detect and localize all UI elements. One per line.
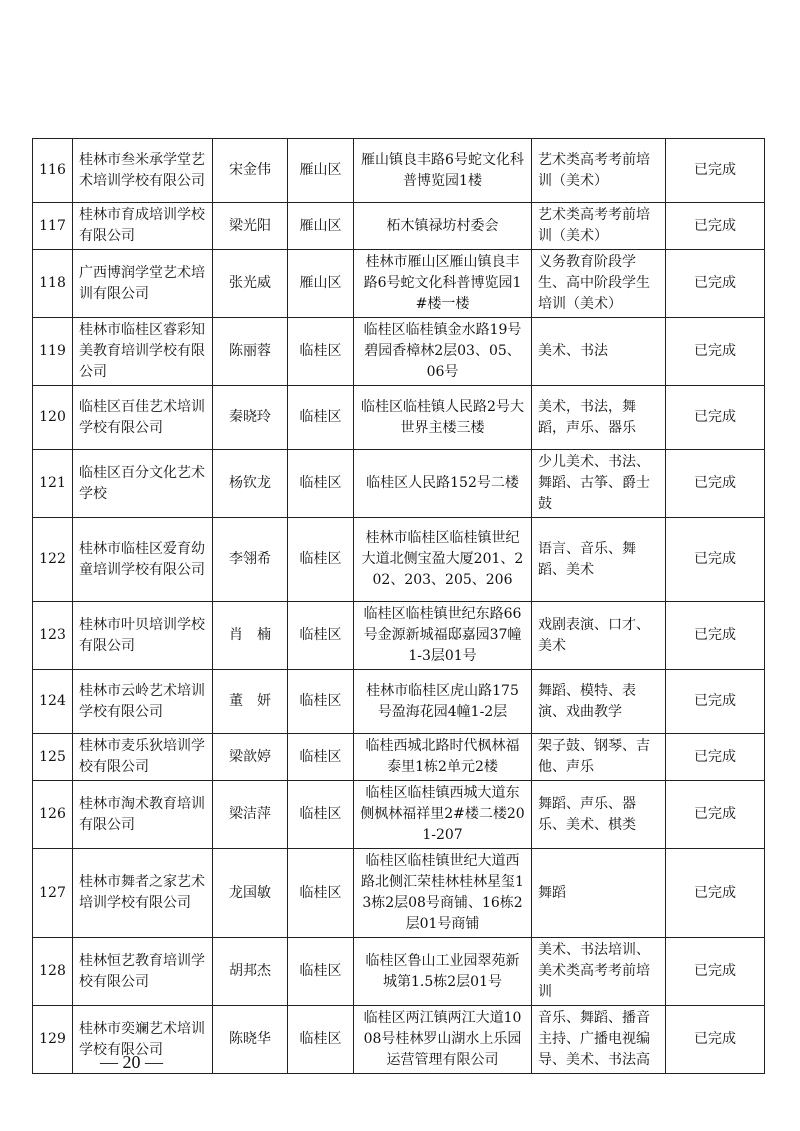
institution-name-cell: 桂林市云岭艺术培训学校有限公司 [73, 670, 213, 734]
legal-representative-cell: 宋金伟 [213, 139, 288, 203]
row-number-cell: 121 [33, 450, 73, 518]
institution-name-cell: 桂林市奕斓艺术培训学校有限公司 [73, 1006, 213, 1074]
table-row [33, 734, 765, 781]
district-cell: 临桂区 [288, 518, 354, 602]
row-number-cell: 127 [33, 849, 73, 938]
training-scope-cell: 架子鼓、钢琴、吉他、声乐 [532, 734, 666, 781]
row-number-cell: 120 [33, 386, 73, 450]
table-row [33, 781, 765, 849]
training-scope-cell: 舞蹈、声乐、器乐、美术、棋类 [532, 781, 666, 849]
district-cell: 临桂区 [288, 781, 354, 849]
row-number-cell: 125 [33, 734, 73, 781]
institution-name-cell: 临桂区百佳艺术培训学校有限公司 [73, 386, 213, 450]
training-scope-cell: 舞蹈、模特、表演、戏曲教学 [532, 670, 666, 734]
training-scope-cell: 艺术类高考考前培训（美术） [532, 139, 666, 203]
legal-representative-cell: 董 妍 [213, 670, 288, 734]
table-row [33, 250, 765, 318]
training-scope-cell: 艺术类高考考前培训（美术） [532, 203, 666, 250]
legal-representative-cell: 杨钦龙 [213, 450, 288, 518]
rectification-status-cell: 已完成 [666, 734, 765, 781]
row-number-cell: 124 [33, 670, 73, 734]
table-row [33, 518, 765, 602]
address-cell: 临桂区两江镇两江大道1008号桂林罗山湖水上乐园运营管理有限公司 [354, 1006, 532, 1074]
institution-name-cell: 桂林市叶贝培训学校有限公司 [73, 602, 213, 670]
institution-name-cell: 桂林恒艺教育培训学校有限公司 [73, 938, 213, 1006]
rectification-status-cell: 已完成 [666, 386, 765, 450]
institution-name-cell: 桂林市叁米承学堂艺术培训学校有限公司 [73, 139, 213, 203]
training-scope-cell: 戏剧表演、口才、美术 [532, 602, 666, 670]
address-cell: 临桂区人民路152号二楼 [354, 450, 532, 518]
legal-representative-cell: 梁歆婷 [213, 734, 288, 781]
address-cell: 临桂区临桂镇西城大道东侧枫林福祥里2#楼二楼201-207 [354, 781, 532, 849]
address-cell: 临桂区临桂镇世纪东路66号金源新城福邸嘉园37幢1-3层01号 [354, 602, 532, 670]
training-scope-cell: 美术，书法，舞蹈，声乐、器乐 [532, 386, 666, 450]
training-institution-table [32, 138, 765, 1074]
legal-representative-cell: 李翎希 [213, 518, 288, 602]
legal-representative-cell: 胡邦杰 [213, 938, 288, 1006]
table-body [33, 139, 765, 1074]
rectification-status-cell: 已完成 [666, 450, 765, 518]
institution-name-cell: 桂林市临桂区爱育幼童培训学校有限公司 [73, 518, 213, 602]
address-cell: 临桂区临桂镇金水路19号碧园香樟林2层03、05、06号 [354, 318, 532, 386]
table-row [33, 139, 765, 203]
district-cell: 临桂区 [288, 938, 354, 1006]
legal-representative-cell: 梁光阳 [213, 203, 288, 250]
institution-name-cell: 桂林市临桂区睿彩知美教育培训学校有限公司 [73, 318, 213, 386]
institution-name-cell: 桂林市麦乐狄培训学校有限公司 [73, 734, 213, 781]
rectification-status-cell: 已完成 [666, 670, 765, 734]
address-cell: 临桂区临桂镇人民路2号大世界主楼三楼 [354, 386, 532, 450]
row-number-cell: 119 [33, 318, 73, 386]
page-number: — 20 — [100, 1052, 163, 1072]
district-cell: 临桂区 [288, 1006, 354, 1074]
row-number-cell: 129 [33, 1006, 73, 1074]
rectification-status-cell: 已完成 [666, 518, 765, 602]
address-cell: 桂林市临桂区临桂镇世纪大道北侧宝盈大厦201、202、203、205、206 [354, 518, 532, 602]
district-cell: 临桂区 [288, 734, 354, 781]
row-number-cell: 118 [33, 250, 73, 318]
address-cell: 柘木镇禄坊村委会 [354, 203, 532, 250]
training-scope-cell: 舞蹈 [532, 849, 666, 938]
rectification-status-cell: 已完成 [666, 250, 765, 318]
district-cell: 临桂区 [288, 670, 354, 734]
institution-name-cell: 桂林市舞者之家艺术培训学校有限公司 [73, 849, 213, 938]
row-number-cell: 122 [33, 518, 73, 602]
training-scope-cell: 少儿美术、书法、舞蹈、古筝、爵士鼓 [532, 450, 666, 518]
legal-representative-cell: 陈丽蓉 [213, 318, 288, 386]
table-row [33, 386, 765, 450]
rectification-status-cell: 已完成 [666, 938, 765, 1006]
district-cell: 雁山区 [288, 250, 354, 318]
legal-representative-cell: 秦晓玲 [213, 386, 288, 450]
table-row [33, 938, 765, 1006]
address-cell: 桂林市雁山区雁山镇良丰路6号蛇文化科普博览园1#楼一楼 [354, 250, 532, 318]
table-row [33, 203, 765, 250]
institution-name-cell: 桂林市淘术教育培训有限公司 [73, 781, 213, 849]
table-row [33, 450, 765, 518]
training-scope-cell: 义务教育阶段学生、高中阶段学生培训（美术） [532, 250, 666, 318]
row-number-cell: 116 [33, 139, 73, 203]
address-cell: 临桂西城北路时代枫林福泰里1栋2单元2楼 [354, 734, 532, 781]
district-cell: 临桂区 [288, 849, 354, 938]
address-cell: 桂林市临桂区虎山路175号盈海花园4幢1-2层 [354, 670, 532, 734]
legal-representative-cell: 梁洁萍 [213, 781, 288, 849]
institution-name-cell: 广西博润学堂艺术培训有限公司 [73, 250, 213, 318]
rectification-status-cell: 已完成 [666, 1006, 765, 1074]
address-cell: 雁山镇良丰路6号蛇文化科普博览园1楼 [354, 139, 532, 203]
row-number-cell: 123 [33, 602, 73, 670]
district-cell: 临桂区 [288, 386, 354, 450]
district-cell: 临桂区 [288, 602, 354, 670]
district-cell: 临桂区 [288, 450, 354, 518]
address-cell: 临桂区鲁山工业园翠苑新城第1.5栋2层01号 [354, 938, 532, 1006]
table-row [33, 602, 765, 670]
training-scope-cell: 音乐、舞蹈、播音主持、广播电视编导、美术、书法高 [532, 1006, 666, 1074]
legal-representative-cell: 肖 楠 [213, 602, 288, 670]
district-cell: 雁山区 [288, 203, 354, 250]
training-scope-cell: 美术、书法培训、美术类高考考前培训 [532, 938, 666, 1006]
rectification-status-cell: 已完成 [666, 318, 765, 386]
address-cell: 临桂区临桂镇世纪大道西路北侧汇荣桂林桂林星玺13栋2层08号商铺、16栋2层01号商铺 [354, 849, 532, 938]
row-number-cell: 126 [33, 781, 73, 849]
legal-representative-cell: 陈晓华 [213, 1006, 288, 1074]
training-scope-cell: 美术、书法 [532, 318, 666, 386]
rectification-status-cell: 已完成 [666, 849, 765, 938]
row-number-cell: 117 [33, 203, 73, 250]
table-row [33, 849, 765, 938]
training-scope-cell: 语言、音乐、舞蹈、美术 [532, 518, 666, 602]
institution-name-cell: 桂林市育成培训学校有限公司 [73, 203, 213, 250]
table-row [33, 318, 765, 386]
institution-name-cell: 临桂区百分文化艺术学校 [73, 450, 213, 518]
legal-representative-cell: 张光威 [213, 250, 288, 318]
legal-representative-cell: 龙国敏 [213, 849, 288, 938]
rectification-status-cell: 已完成 [666, 139, 765, 203]
table-row [33, 670, 765, 734]
rectification-status-cell: 已完成 [666, 203, 765, 250]
rectification-status-cell: 已完成 [666, 781, 765, 849]
district-cell: 临桂区 [288, 318, 354, 386]
district-cell: 雁山区 [288, 139, 354, 203]
row-number-cell: 128 [33, 938, 73, 1006]
rectification-status-cell: 已完成 [666, 602, 765, 670]
